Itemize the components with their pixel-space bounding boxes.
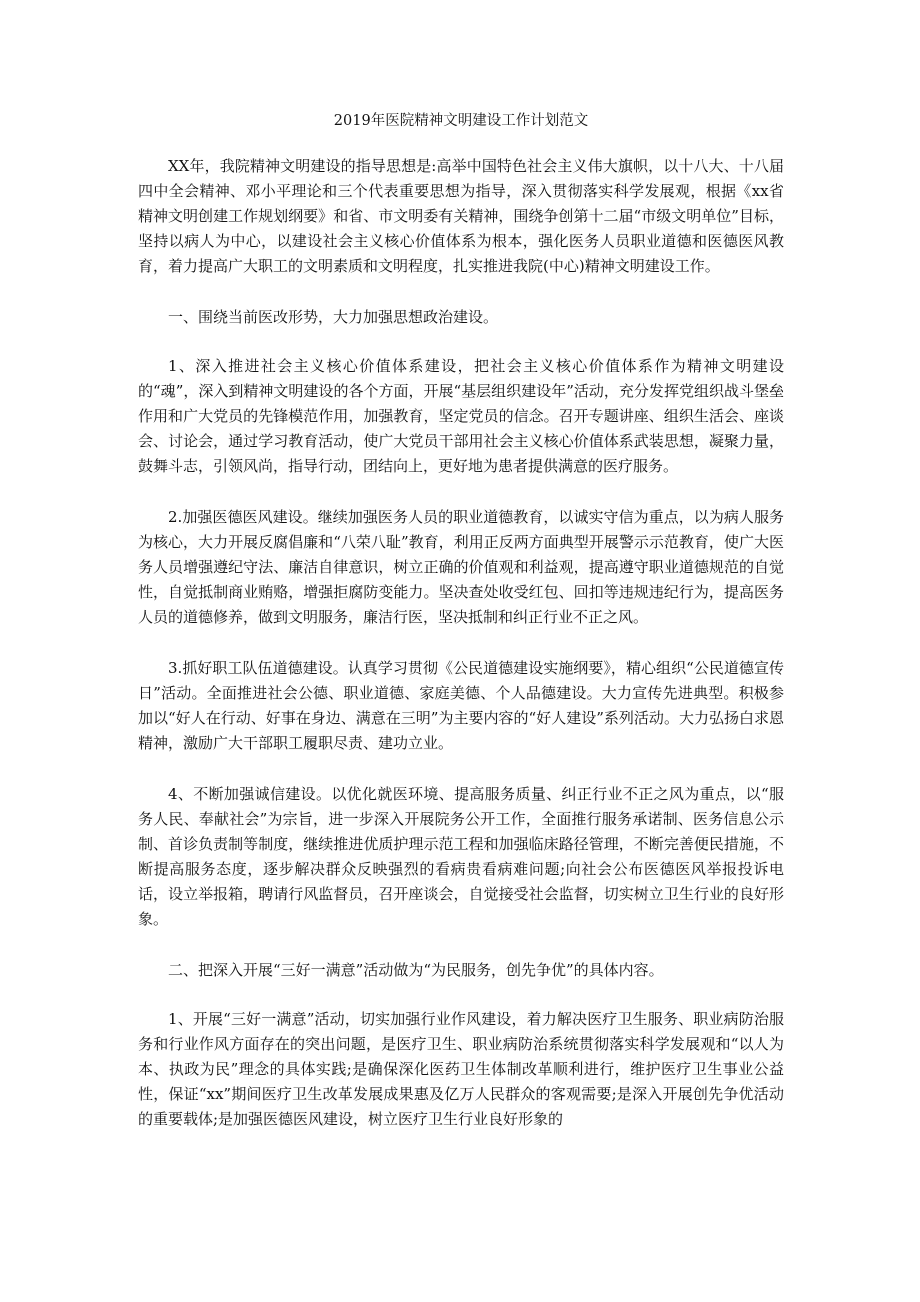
- section-heading-1: 一、围绕当前医改形势，大力加强思想政治建设。: [168, 308, 499, 326]
- paragraph-2-1: 1、开展“三好一满意”活动，切实加强行业作风建设，着力解决医疗卫生服务、职业病防治服务和行业作风方面存在的突出问题，是医疗卫生、职业病防治系统贯彻落实科学发展观和“以人为本、执政为民”理念的具体实践;是确保深化医药卫生体制改革顺利进行，维护医疗卫生事业公益性，保证“xx”期间医疗卫生改革发展成果惠及亿万人民群众的客观需要;是深入开展创先争优活动的重要载体;是加强医德医风建设，树立医疗卫生行业良好形象的: [138, 1010, 784, 1128]
- paragraph-intro: XX年，我院精神文明建设的指导思想是:高举中国特色社会主义伟大旗帜，以十八大、十八届四中全会精神、邓小平理论和三个代表重要思想为指导，深入贯彻落实科学发展观，根据《xx省精神文明创建工作规划纲要》和省、市文明委有关精神，围绕争创第十二届“市级文明单位”目标，坚持以病人为中心，以建设社会主义核心价值体系为根本，强化医务人员职业道德和医德医风教育，着力提高广大职工的文明素质和文明程度，扎实推进我院(中心)精神文明建设工作。: [138, 157, 784, 275]
- document-title: 2019年医院精神文明建设工作计划范文: [333, 113, 589, 129]
- section-heading-2: 二、把深入开展“三好一满意”活动做为“为民服务，创先争优”的具体内容。: [168, 961, 664, 979]
- paragraph-1-3: 3.抓好职工队伍道德建设。认真学习贯彻《公民道德建设实施纲要》，精心组织“公民道德宣传日”活动。全面推进社会公德、职业道德、家庭美德、个人品德建设。大力宣传先进典型。积极参加以“好人在行动、好事在身边、满意在三明”为主要内容的“好人建设”系列活动。大力弘扬白求恩精神，激励广大干部职工履职尽责、建功立业。: [138, 659, 784, 752]
- document-page: [138, 111, 784, 1158]
- paragraph-1-2: 2.加强医德医风建设。继续加强医务人员的职业道德教育，以诚实守信为重点，以为病人服务为核心，大力开展反腐倡廉和“八荣八耻”教育，利用正反两方面典型开展警示示范教育，使广大医务人员增强遵纪守法、廉洁自律意识，树立正确的价值观和利益观，提高遵守职业道德规范的自觉性，自觉抵制商业贿赂，增强拒腐防变能力。坚决查处收受红包、回扣等违规违纪行为，提高医务人员的道德修养，做到文明服务，廉洁行医，坚决抵制和纠正行业不正之风。: [138, 508, 784, 626]
- paragraph-1-4: 4、不断加强诚信建设。以优化就医环境、提高服务质量、纠正行业不正之风为重点，以“服务人民、奉献社会”为宗旨，进一步深入开展院务公开工作，全面推行服务承诺制、医务信息公示制、首诊负责制等制度，继续推进优质护理示范工程和加强临床路径管理，不断完善便民措施，不断提高服务态度，逐步解决群众反映强烈的看病贵看病难问题;向社会公布医德医风举报投诉电话，设立举报箱，聘请行风监督员，召开座谈会，自觉接受社会监督，切实树立卫生行业的良好形象。: [138, 785, 784, 928]
- paragraph-1-1: 1、深入推进社会主义核心价值体系建设，把社会主义核心价值体系作为精神文明建设的“魂”，深入到精神文明建设的各个方面，开展“基层组织建设年”活动，充分发挥党组织战斗堡垒作用和广大党员的先锋模范作用，加强教育，坚定党员的信念。召开专题讲座、组织生活会、座谈会、讨论会，通过学习教育活动，使广大党员干部用社会主义核心价值体系武装思想，凝聚力量，鼓舞斗志，引领风尚，指导行动，团结向上，更好地为患者提供满意的医疗服务。: [138, 357, 784, 475]
